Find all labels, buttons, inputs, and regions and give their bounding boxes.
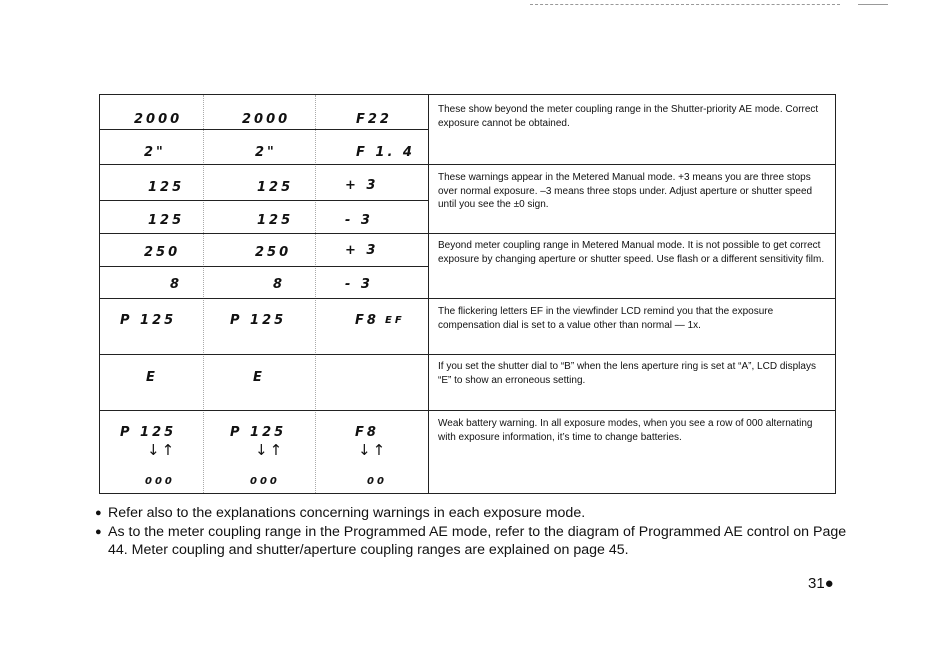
bullet-icon: ● <box>95 525 102 538</box>
note-item <box>95 523 855 560</box>
row-description-weak-battery: Weak battery warning. In all exposure modes, when you see a row of 000 alternating with exposure information, it’s time to change batteries. <box>438 418 813 443</box>
lcd-shutter-125: 125 <box>148 180 185 195</box>
row-divider <box>100 266 428 267</box>
lcd-shutter-2000: 2000 <box>134 112 183 127</box>
lcd-plus-3: + 3 <box>345 178 379 193</box>
lcd-shutter-2sec-viewfinder: 2" <box>255 145 277 160</box>
lcd-shutter-2sec: 2" <box>144 145 166 160</box>
lcd-shutter-250-viewfinder: 250 <box>255 245 292 260</box>
page-number: 31● <box>808 575 834 592</box>
row-divider <box>100 233 835 234</box>
row-divider <box>100 354 835 355</box>
notes-list <box>95 504 855 560</box>
row-divider <box>100 200 428 201</box>
column-divider <box>203 95 204 493</box>
row-description-erroneous-setting: If you set the shutter dial to “B” when the lens aperture ring is set at “A”, LCD displays “E” to show an erroneous setting. <box>438 361 816 386</box>
lcd-program-125-viewfinder: P 125 <box>230 313 287 328</box>
row-divider <box>100 298 835 299</box>
lcd-aperture-f8: F8 <box>355 313 379 328</box>
alternating-arrows-icon: ↓↑ <box>255 441 285 459</box>
lcd-aperture-f8: F8 <box>355 425 379 440</box>
lcd-shutter-8: 8 <box>170 277 183 292</box>
lcd-aperture-f22: F22 <box>356 112 392 127</box>
lcd-minus-3: - 3 <box>345 213 373 228</box>
lcd-error-e-viewfinder: E <box>253 370 265 385</box>
row-description-beyond-range: Beyond meter coupling range in Metered Manual mode. It is not possible to get correct exposure by changing aperture or shutter speed. Use flash or a different sensitivity film. <box>438 240 825 265</box>
note-text: As to the meter coupling range in the Programmed AE mode, refer to the diagram of Programmed AE control on Page 44. Meter coupling and shutter/aperture coupling ranges are explained on page 45. <box>108 523 847 558</box>
top-rule-left <box>530 4 840 5</box>
column-divider <box>315 95 316 493</box>
alternating-arrows-icon: ↓↑ <box>358 441 388 459</box>
row-divider <box>100 164 835 165</box>
note-text: Refer also to the explanations concerning warnings in each exposure mode. <box>108 505 586 521</box>
lcd-shutter-8-viewfinder: 8 <box>273 277 286 292</box>
row-divider <box>100 129 428 130</box>
lcd-battery-00: 00 <box>367 476 387 487</box>
lcd-aperture-f14: F 1. 4 <box>356 145 415 160</box>
note-item <box>95 504 855 523</box>
lcd-plus-3: + 3 <box>345 243 379 258</box>
column-divider-description <box>428 95 429 493</box>
alternating-arrows-icon: ↓↑ <box>147 441 177 459</box>
lcd-warning-table <box>99 94 836 494</box>
lcd-shutter-250: 250 <box>144 245 181 260</box>
lcd-program-125: P 125 <box>120 313 177 328</box>
lcd-battery-000-viewfinder: 000 <box>250 476 280 487</box>
row-divider <box>100 410 835 411</box>
lcd-shutter-125: 125 <box>148 213 185 228</box>
lcd-shutter-2000-viewfinder: 2000 <box>242 112 291 127</box>
row-description-exposure-compensation: The flickering letters EF in the viewfinder LCD remind you that the exposure compensation dial is set to a value other than normal — 1x. <box>438 306 774 331</box>
lcd-battery-000: 000 <box>145 476 175 487</box>
row-description-shutter-priority: These show beyond the meter coupling range in the Shutter-priority AE mode. Correct exposure cannot be obtained. <box>438 104 819 129</box>
bullet-icon: ● <box>95 507 102 519</box>
lcd-shutter-125-viewfinder: 125 <box>257 213 294 228</box>
lcd-shutter-125-viewfinder: 125 <box>257 180 294 195</box>
lcd-program-125: P 125 <box>120 425 177 440</box>
lcd-error-e: E <box>146 370 158 385</box>
top-rule-right <box>858 4 888 5</box>
row-description-metered-manual: These warnings appear in the Metered Manual mode. +3 means you are three stops over normal exposure. –3 means three stops under. Adjust aperture or shutter speed until you see the ±0 sign. <box>438 172 813 210</box>
lcd-ef-indicator: EF <box>385 315 405 326</box>
lcd-program-125-viewfinder: P 125 <box>230 425 287 440</box>
lcd-minus-3: - 3 <box>345 277 373 292</box>
